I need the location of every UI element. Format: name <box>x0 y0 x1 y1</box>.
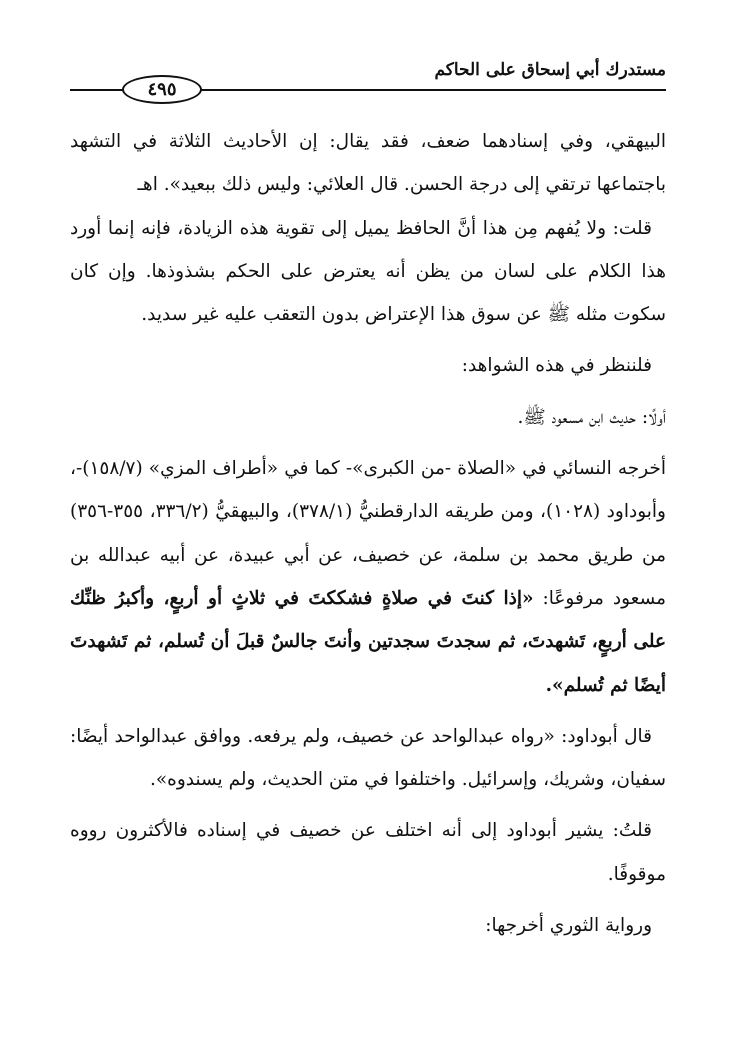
running-title: مستدرك أبي إسحاق على الحاكم <box>434 60 666 80</box>
paragraph-first-witness: أولًا: حديث ابن مسعود ﷺ. <box>517 406 666 428</box>
takhrij-text: أخرجه النسائي في «الصلاة -من الكبرى»- كما في «أطراف المزي» (١٥٨/٧)-، وأبوداود (١٠٢٨)، ومن طريقه الدارقطنيُّ (٣٧٨/١)، والبيهقيُّ (٣٣٦/٢، ٣٥٥-٣٥٦) من طريق محمد بن سلمة، عن خصيف، عن أبي عبيدة، عن أبيه عبدالله بن مسعود مرفوعًا: <box>70 458 666 609</box>
page-number: ٤٩٥ <box>122 75 202 104</box>
paragraph-takhrij <box>70 447 666 707</box>
page-body <box>70 120 666 947</box>
paragraph-comment: قلت: ولا يُفهم مِن هذا أنَّ الحافظ يميل إلى تقوية هذه الزيادة، فإنه إنما أورد هذا الكلام على لسان من يظن أنه يعترض على الحكم بشذوذها. وإن كان سكوت مثله ﷺ عن سوق هذا الإعتراض بدون التعقب عليه غير سديد. <box>70 217 666 326</box>
hadith-text: «إذا كنتَ في صلاةٍ فشككتَ في ثلاثٍ أو أربعٍ، وأكبرُ ظنِّك على أربعٍ، تَشهدتَ، ثم سجدتَ سجدتين وأنتَ جالسٌ قبلَ أن تُسلم، ثم تَشهدتَ أيضًا ثم تُسلم». <box>70 587 666 696</box>
paragraph-witnesses-intro: فلننظر في هذه الشواهد: <box>461 355 652 377</box>
paragraph-thawri: ورواية الثوري أخرجها: <box>485 915 652 937</box>
page-header <box>70 58 666 102</box>
paragraph-note: قلتُ: يشير أبوداود إلى أنه اختلف عن خصيف في إسناده فالأكثرون رووه موقوفًا. <box>70 820 666 885</box>
paragraph-abu-dawud: قال أبوداود: «رواه عبدالواحد عن خصيف، ولم يرفعه. ووافق عبدالواحد أيضًا: سفيان، وشريك، وإسرائيل. واختلفوا في متن الحديث، ولم يسندوه». <box>70 725 666 791</box>
paragraph-continuation: البيهقي، وفي إسنادهما ضعف، فقد يقال: إن الأحاديث الثلاثة في التشهد باجتماعها ترتقي إلى درجة الحسن. قال العلائي: وليس ذلك ببعيد». اهـ <box>70 131 666 196</box>
